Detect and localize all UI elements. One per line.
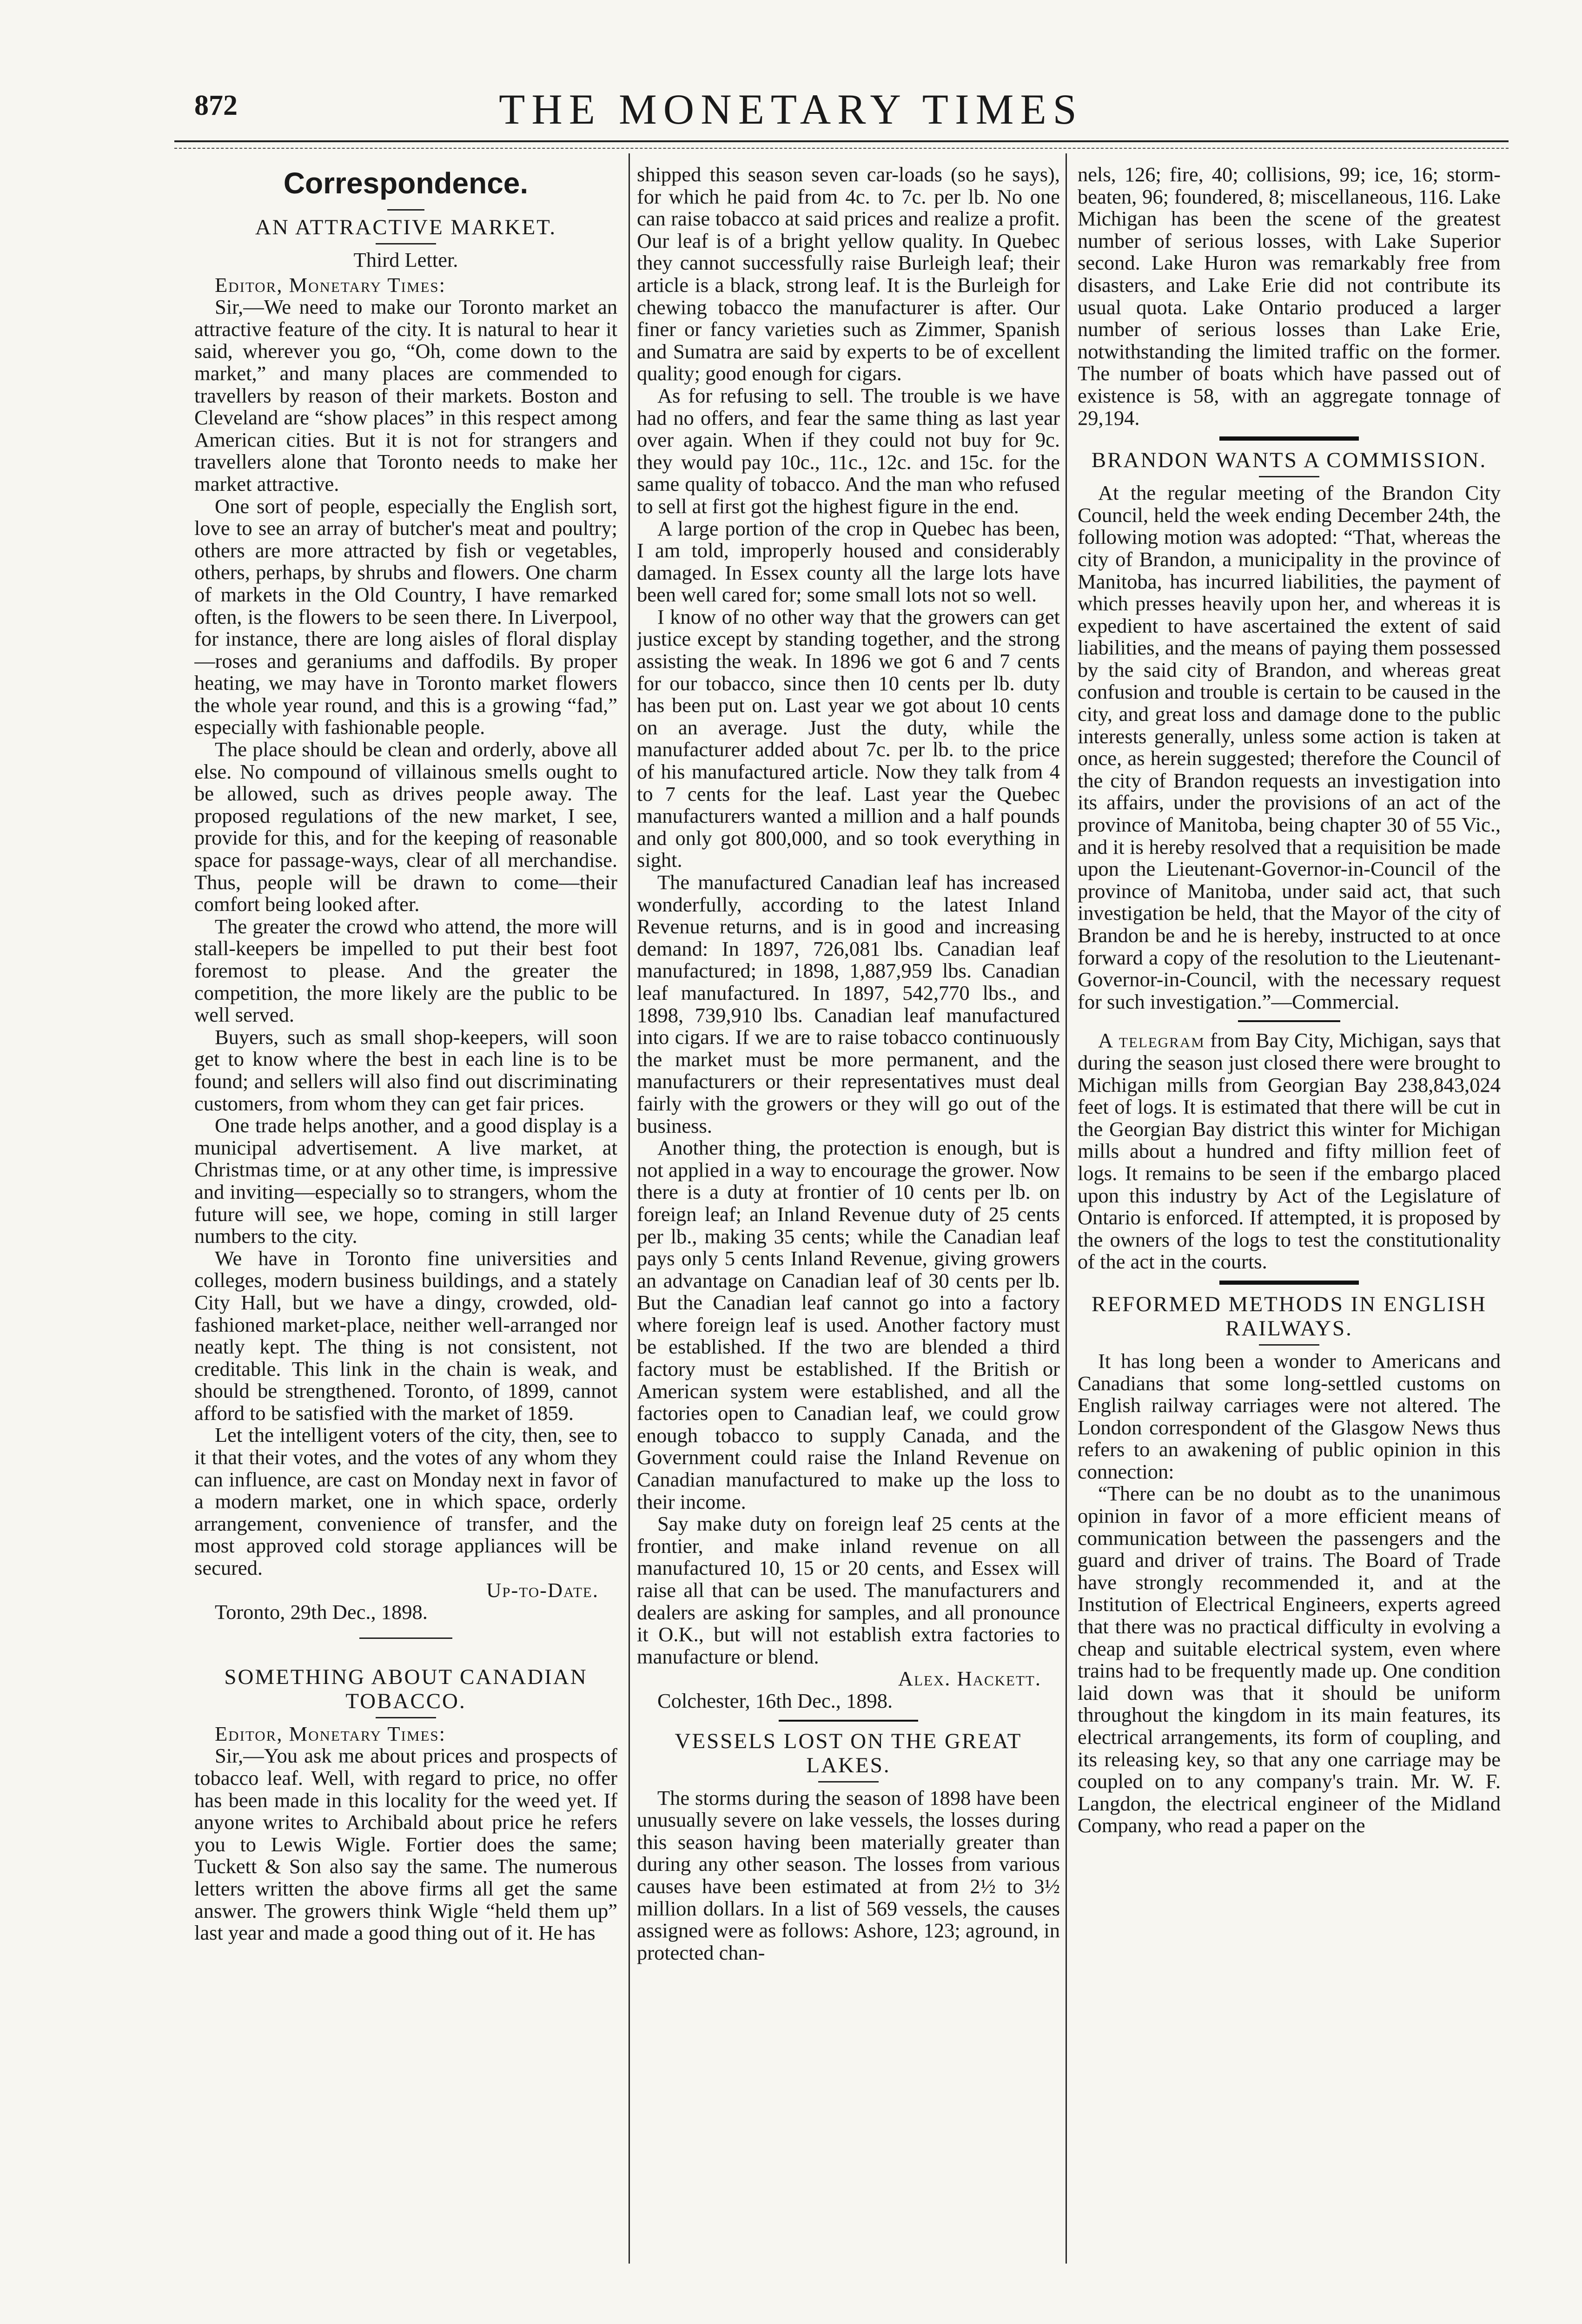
paragraph: Sir,—We need to make our Toronto market an attractive feature of the city. It is natural to hear it said, wherever you go, “Oh, come down to the market,” and many places are commended to travellers by reason of their markets. Boston and Cleveland are “show places” in this respect among American cities. But it is not for strangers and travellers alone that Toronto needs to make her market attractive.: [194, 295, 617, 495]
lead-words: A telegram: [1098, 1029, 1205, 1052]
paragraph: One sort of people, especially the English sort, love to see an array of butcher's meat and poultry; others are more attracted by fish or vegetables, others, perhaps, by shrubs and flowers. One charm of markets in the Old Country, I have remarked often, is the flowers to be seen there. In Liverpool, for instance, there are long aisles of floral display—roses and geraniums and daffodils. By proper heating, we may have in Toronto market flowers the whole year round, and this is a growing “fad,” especially with fashionable people.: [194, 494, 617, 739]
masthead: THE MONETARY TIMES: [499, 86, 1083, 133]
signature: Up-to-Date.: [486, 1578, 599, 1602]
salutation: Editor, Monetary Times:: [215, 273, 446, 297]
paragraph: Say make duty on foreign leaf 25 cents at the frontier, and make inland revenue on all manufactured 10, 15 or 20 cents, and Essex will raise all that can be used. The manufacturers and dealers are asking for samples, and all pronounce it O.K., but will not establish extra factories to manufacture or blend.: [637, 1512, 1060, 1668]
article-title: VESSELS LOST ON THE GREAT LAKES.: [675, 1729, 1022, 1777]
column-1: [194, 153, 617, 2264]
paragraph: As for refusing to sell. The trouble is we have had no offers, and fear the same thing as last year over again. When if they could not buy for 9c. they would pay 10c., 11c., 12c. and 15c. for the same quality of tobacco. And the man who refused to sell at first got the highest figure in the end.: [637, 383, 1060, 518]
paragraph: At the regular meeting of the Brandon City Council, held the week ending December 24th, the following motion was adopted: “That, whereas the city of Brandon, a municipality in the province of Manitoba, has incurred liabilities, the payment of which presses heavily upon her, and whereas it is expedient to have ascertained the extent of said liabilities, and the means of paying them possessed by the said city of Brandon, and whereas great confusion and trouble is certain to be caused in the city, and great loss and damage done to the public interests generally, unless some action is taken at once, as herein suggested; therefore the Council of the city of Brandon requests an investigation into its affairs, under the provisions of an act of the province of Manitoba, being chapter 30 of 55 Vic., and it is hereby resolved that a requisition be made upon the Lieutenant-Governor-in-Council of the province of Manitoba, under said act, that such investigation be held, that the Mayor of the city of Brandon be and he is hereby, instructed to at once forward a copy of the resolution to the Lieutenant-Governor-in-Council, with the necessary request for such investigation.”—Commercial.: [1078, 481, 1501, 1013]
paragraph: shipped this season seven car-loads (so he says), for which he paid from 4c. to 7c. per lb. No one can raise tobacco at said prices and realize a profit. Our leaf is of a bright yellow quality. In Quebec they cannot successfully raise Burleigh leaf; their article is a black, strong leaf. It is the Burleigh for chewing tobacco the manufacturer is after. Our finer or fancy varieties such as Zimmer, Spanish and Sumatra are said by experts to be of excellent quality; good enough for cigars.: [637, 164, 1060, 385]
divider: [376, 1717, 436, 1718]
paragraph: The manufactured Canadian leaf has increased wonderfully, according to the latest Inland Revenue returns, and is in good and increasing demand: In 1897, 726,081 lbs. Canadian leaf manufactured; in 1898, 1,887,959 lbs. Canadian leaf manufactured. In 1897, 542,770 lbs., and 1898, 739,910 lbs. Canadian leaf manufactured into cigars. If we are to raise tobacco continuously the market must be more permanent, and the manufacturers or their representatives must deal fairly with the growers or they will go out of the business.: [637, 871, 1060, 1137]
paragraph: [1078, 1030, 1501, 1273]
article-subtitle: Third Letter.: [353, 248, 458, 271]
header-rule: [174, 140, 1509, 142]
divider: [818, 1781, 879, 1783]
dateline: Colchester, 16th Dec., 1898.: [657, 1689, 893, 1712]
divider: [387, 209, 424, 211]
divider: [1219, 1281, 1359, 1285]
paragraph: Sir,—You ask me about prices and prospects of tobacco leaf. Well, with regard to price, no offer has been made in this locality for the weed yet. If anyone writes to Archibald about price he refers you to Lewis Wigle. Fortier does the same; Tuckett & Son also say the same. The numerous letters written the above firms all get the same answer. The growers think Wigle “held them up” last year and made a good thing out of it. He has: [194, 1744, 617, 1945]
paragraph-body: from Bay City, Michigan, says that during the season just closed there were brought to Michigan mills from Georgian Bay 238,843,024 feet of logs. It is estimated that there will be cut in the Georgian Bay district this winter for Michigan mills about a hundred and fifty million feet of logs. It remains to be seen if the embargo placed upon this industry by Act of the Legislature of Ontario is enforced. If attempted, it is proposed by the owners of the logs to test the constitutionality of the act in the courts.: [1078, 1029, 1501, 1274]
paragraph: I know of no other way that the growers can get justice except by standing together, and the strong assisting the weak. In 1896 we got 6 and 7 cents for our tobacco, since then 10 cents per lb. duty has been put on. Last year we got about 10 cents on an average. Just the duty, while the manufacturer added about 7c. per lb. to the price of his manufactured article. Now they talk from 4 to 7 cents for the leaf. Last year the Quebec manufacturers wanted a million and a half pounds and only got 800,000, and so took everything in sight.: [637, 605, 1060, 872]
salutation: Editor, Monetary Times:: [215, 1722, 446, 1745]
column-divider: [1066, 153, 1067, 2264]
column-3: [1078, 164, 1501, 2274]
page-number: 872: [194, 90, 238, 121]
divider: [1259, 476, 1319, 477]
paragraph: The place should be clean and orderly, above all else. No compound of villainous smells ought to be allowed, such as drives people away. The proposed regulations of the new market, I see, provide for this, and for the keeping of reasonable space for passage-ways, clear of all merchandise. Thus, people will be drawn to come—their comfort being looked after.: [194, 738, 617, 916]
paragraph: One trade helps another, and a good display is a municipal advertisement. A live market, at Christmas time, or at any other time, is impressive and inviting—especially so to strangers, whom the future will see, we hope, coming in still larger numbers to the city.: [194, 1114, 617, 1248]
signature: Alex. Hackett.: [898, 1667, 1041, 1690]
paragraph: Buyers, such as small shop-keepers, will soon get to know where the best in each line is to be found; and sellers will also find out discriminating customers, from whom they can get fair prices.: [194, 1025, 617, 1115]
divider: [376, 243, 436, 244]
paragraph: nels, 126; fire, 40; collisions, 99; ice, 16; storm-beaten, 96; foundered, 8; miscellaneous, 116. Lake Michigan has been the scene of the greatest number of serious losses, with Lake Superior second. Lake Huron was remarkably free from disasters, and Lake Erie did not contribute its usual quota. Lake Ontario produced a larger number of serious losses than Lake Erie, notwithstanding the limited traffic on the former. The number of boats which have passed out of existence is 58, with an aggregate tonnage of 29,194.: [1078, 164, 1501, 429]
paragraph: Another thing, the protection is enough, but is not applied in a way to encourage the grower. Now there is a duty at frontier of 10 cents per lb. on foreign leaf; an Inland Revenue duty of 25 cents per lb., making 35 cents; while the Canadian leaf pays only 5 cents Inland Revenue, giving growers an advantage on Canadian leaf of 30 cents per lb. But the Canadian leaf cannot go into a factory where foreign leaf is used. Another factory must be established. If the two are blended a third factory must be established. If the British or American system were established, and all the factories open to Canadian leaf, we could grow enough tobacco to supply Canada, and the Government could raise the Inland Revenue on Canadian manufactured to make up the loss to their income.: [637, 1136, 1060, 1513]
section-heading: Correspondence.: [283, 166, 529, 200]
divider: [1238, 1020, 1340, 1022]
paragraph: The greater the crowd who attend, the more will stall-keepers be impelled to put their best foot foremost to please. And the greater the competition, the more likely are the public to be well served.: [194, 914, 617, 1027]
article-title: BRANDON WANTS A COMMISSION.: [1091, 448, 1487, 473]
header-dashed-rule: [174, 148, 1509, 149]
divider: [1219, 436, 1359, 441]
paragraph: The storms during the season of 1898 have been unusually severe on lake vessels, the losses during this season having been materially greater than during any other season. The losses from various causes have been estimated at from 2½ to 3½ million dollars. In a list of 569 vessels, the causes assigned were as follows: Ashore, 123; aground, in protected chan-: [637, 1786, 1060, 1964]
column-divider: [629, 153, 630, 2264]
paragraph: It has long been a wonder to Americans and Canadians that some long-settled customs on English railway carriages were not altered. The London correspondent of the Glasgow News thus refers to an awakening of public opinion in this connection:: [1078, 1349, 1501, 1483]
paragraph: “There can be no doubt as to the unanimous opinion in favor of a more efficient means of communication between the passengers and the guard and driver of trains. The Board of Trade have strongly recommended it, and at the Institution of Electrical Engineers, experts agreed that there was no practical difficulty in evolving a cheap and suitable electrical system, even where trains had to be frequently made up. One condition laid down was that it should be uniform throughout the kingdom in its main features, its electrical arrangements, its form of coupling, and its releasing key, so that any one carriage may be coupled on to any company's train. Mr. W. F. Langdon, the electrical engineer of the Midland Company, who read a paper on the: [1078, 1482, 1501, 1837]
article-title: REFORMED METHODS IN ENGLISH RAILWAYS.: [1092, 1292, 1487, 1340]
column-2: [637, 164, 1060, 2274]
dateline: Toronto, 29th Dec., 1898.: [215, 1600, 428, 1624]
divider: [1259, 1344, 1319, 1346]
paragraph: Let the intelligent voters of the city, then, see to it that their votes, and the votes of any whom they can influence, are cast on Monday next in favor of a modern market, one in which space, orderly arrangement, convenience of transfer, and the most approved cold storage appliances will be secured.: [194, 1423, 617, 1580]
article-title: AN ATTRACTIVE MARKET.: [255, 215, 557, 239]
divider: [359, 1637, 452, 1639]
divider: [779, 1720, 918, 1722]
paragraph: A large portion of the crop in Quebec has been, I am told, improperly housed and considerably damaged. In Essex county all the large lots have been well cared for; some small lots not so well.: [637, 516, 1060, 607]
article-title: SOMETHING ABOUT CANADIAN TOBACCO.: [224, 1664, 588, 1713]
paragraph: We have in Toronto fine universities and colleges, modern business buildings, and a stately City Hall, but we have a dingy, crowded, old-fashioned market-place, neither well-arranged nor neatly kept. The thing is not consistent, not creditable. This link in the chain is weak, and should be strengthened. Toronto, of 1899, cannot afford to be satisfied with the market of 1859.: [194, 1246, 617, 1425]
